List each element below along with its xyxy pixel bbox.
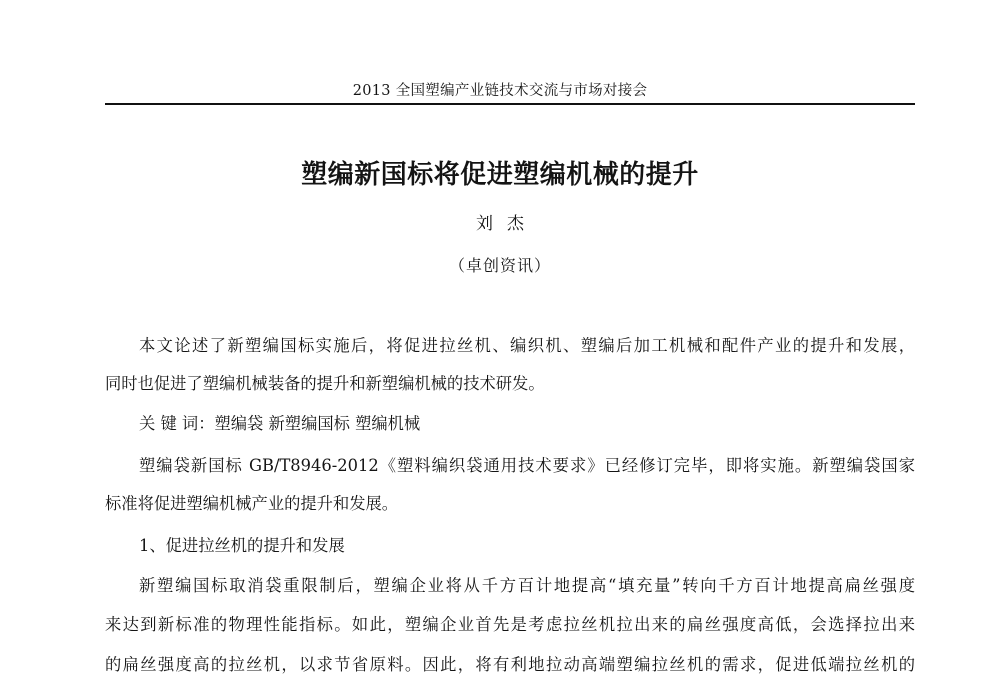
- author-affiliation: （卓创资讯）: [448, 256, 551, 275]
- running-header: 2013 全国塑编产业链技术交流与市场对接会: [352, 83, 648, 99]
- keywords-terms: 塑编袋 新塑编国标 塑编机械: [214, 414, 421, 433]
- author-name: 刘杰: [476, 214, 538, 234]
- article-title: 塑编新国标将促进塑编机械的提升: [301, 160, 699, 190]
- keywords-label: 关 键 词：: [139, 414, 215, 433]
- body-paragraph-line: 新塑编国标取消袋重限制后，塑编企业将从千方百计地提高“填充量”转向千方百计地提高扁丝强度: [139, 576, 915, 595]
- header-rule: [105, 103, 915, 105]
- keywords: [105, 414, 915, 434]
- body-paragraph-line: 塑编袋新国标 GB/T8946-2012《塑料编织袋通用技术要求》已经修订完毕，即将实施。新塑编袋国家: [139, 456, 915, 475]
- body-paragraph-line: 标准将促进塑编机械产业的提升和发展。: [105, 494, 399, 513]
- body-paragraph-line: 来达到新标准的物理性能指标。如此，塑编企业首先是考虑拉丝机拉出来的扁丝强度高低，会选择拉出来: [105, 615, 915, 634]
- abstract-line-2: 同时也促进了塑编机械装备的提升和新塑编机械的技术研发。: [105, 374, 545, 393]
- section-1-heading: 1、促进拉丝机的提升和发展: [139, 536, 345, 555]
- abstract-line-1: 本文论述了新塑编国标实施后，将促进拉丝机、编织机、塑编后加工机械和配件产业的提升和发展，: [139, 336, 915, 355]
- body-paragraph-line: 的扁丝强度高的拉丝机，以求节省原料。因此，将有利地拉动高端塑编拉丝机的需求，促进低端拉丝机的: [105, 655, 915, 674]
